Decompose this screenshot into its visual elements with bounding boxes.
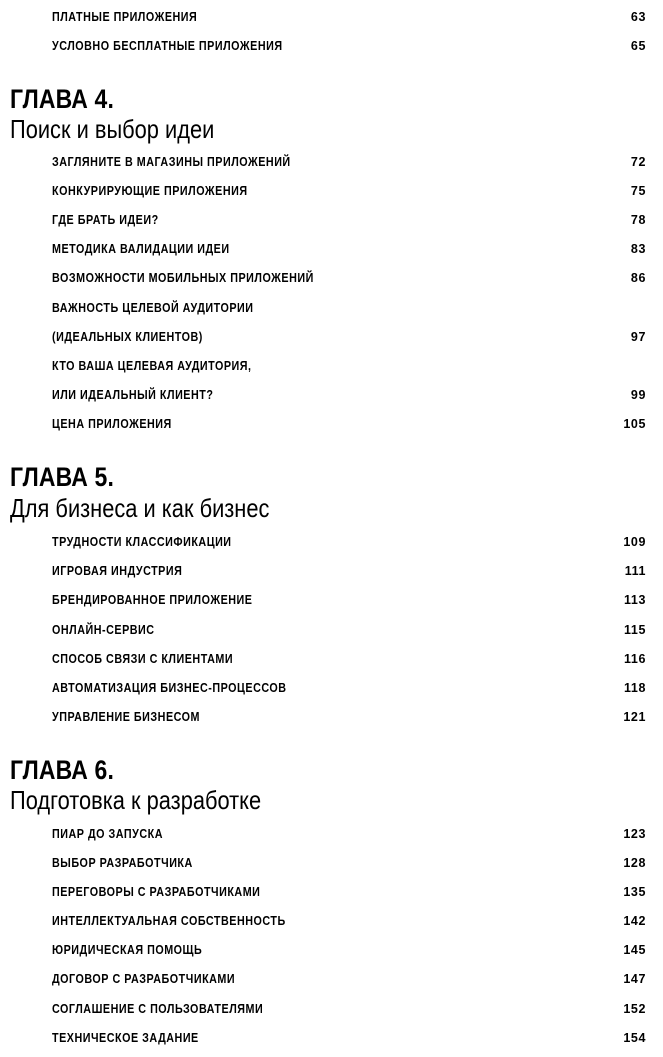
toc-entry-title: УСЛОВНО БЕСПЛАТНЫЕ ПРИЛОЖЕНИЯ	[52, 39, 283, 53]
toc-entry	[52, 268, 646, 288]
toc-entry-page: 72	[630, 155, 646, 169]
toc-entry-title: ЦЕНА ПРИЛОЖЕНИЯ	[52, 417, 172, 431]
toc-entry	[52, 649, 646, 669]
toc-entry	[52, 414, 646, 434]
toc-entry-title: ЗАГЛЯНИТЕ В МАГАЗИНЫ ПРИЛОЖЕНИЙ	[52, 155, 291, 169]
toc-entry-title: ИЛИ ИДЕАЛЬНЫЙ КЛИЕНТ?	[52, 388, 214, 402]
chapter-subtitle: Поиск и выбор идеи	[10, 114, 215, 144]
toc-entry	[52, 940, 646, 960]
toc-entry-page: 152	[623, 1002, 646, 1016]
toc-entry	[52, 853, 646, 873]
toc-entry-page: 83	[630, 242, 646, 256]
toc-entry-title: СПОСОБ СВЯЗИ С КЛИЕНТАМИ	[52, 652, 234, 666]
toc-entry-page: 142	[623, 914, 646, 928]
toc-entry-page: 75	[630, 184, 646, 198]
toc-entry	[52, 7, 646, 27]
toc-entry-page: 97	[630, 330, 646, 344]
toc-entry	[52, 210, 646, 230]
toc-entry	[52, 356, 646, 376]
toc-entry-page: 113	[624, 593, 646, 607]
toc-entry-page: 78	[630, 213, 646, 227]
chapter-heading: ГЛАВА 5.	[10, 462, 115, 492]
toc-entry-page: 63	[630, 10, 646, 24]
toc-entry-page: 118	[624, 681, 646, 695]
toc-entry	[52, 911, 646, 931]
chapter-subtitle: Подготовка к разработке	[10, 785, 262, 815]
toc-entry	[52, 327, 646, 347]
toc-entry	[52, 707, 646, 727]
toc-entry-page: 145	[623, 943, 646, 957]
toc-entry	[52, 882, 646, 902]
toc-entry	[52, 678, 646, 698]
toc-entry-page: 147	[623, 972, 646, 986]
toc-entry-title: ВАЖНОСТЬ ЦЕЛЕВОЙ АУДИТОРИИ	[52, 301, 254, 315]
toc-entry-page: 135	[623, 885, 646, 899]
toc-entry-title: ИГРОВАЯ ИНДУСТРИЯ	[52, 564, 183, 578]
chapter-subtitle: Для бизнеса и как бизнес	[10, 493, 270, 523]
toc-entry	[52, 999, 646, 1019]
toc-entry-title: БРЕНДИРОВАННОЕ ПРИЛОЖЕНИЕ	[52, 593, 253, 607]
toc-entry-page: 65	[630, 39, 646, 53]
toc-entry-title: ДОГОВОР С РАЗРАБОТЧИКАМИ	[52, 972, 236, 986]
toc-entry-title: (ИДЕАЛЬНЫХ КЛИЕНТОВ)	[52, 330, 203, 344]
toc-entry-title: ПЕРЕГОВОРЫ С РАЗРАБОТЧИКАМИ	[52, 885, 261, 899]
toc-entry	[52, 532, 646, 552]
toc-entry-title: ИНТЕЛЛЕКТУАЛЬНАЯ СОБСТВЕННОСТЬ	[52, 914, 286, 928]
toc-entry-title: ГДЕ БРАТЬ ИДЕИ?	[52, 213, 159, 227]
toc-entry	[52, 561, 646, 581]
toc-entry-title: КТО ВАША ЦЕЛЕВАЯ АУДИТОРИЯ,	[52, 359, 252, 373]
toc-entry	[52, 181, 646, 201]
toc-entry-title: ПИАР ДО ЗАПУСКА	[52, 827, 163, 841]
toc-entry-page: 111	[624, 564, 646, 578]
toc-entry-page: 105	[623, 417, 646, 431]
toc-entry	[52, 620, 646, 640]
toc-entry	[52, 1028, 646, 1048]
toc-entry-page: 109	[623, 535, 646, 549]
toc-entry	[52, 824, 646, 844]
toc-entry-title: АВТОМАТИЗАЦИЯ БИЗНЕС-ПРОЦЕССОВ	[52, 681, 287, 695]
toc-entry-page: 128	[623, 856, 646, 870]
toc-entry	[52, 36, 646, 56]
toc-entry	[52, 590, 646, 610]
toc-entry-page: 123	[623, 827, 646, 841]
toc-entry-title: КОНКУРИРУЮЩИЕ ПРИЛОЖЕНИЯ	[52, 184, 248, 198]
toc-entry-page: 116	[624, 652, 646, 666]
toc-entry-title: ВЫБОР РАЗРАБОТЧИКА	[52, 856, 193, 870]
toc-entry-title: ОНЛАЙН-СЕРВИС	[52, 623, 155, 637]
toc-entry-title: ТРУДНОСТИ КЛАССИФИКАЦИИ	[52, 535, 232, 549]
toc-entry-title: ВОЗМОЖНОСТИ МОБИЛЬНЫХ ПРИЛОЖЕНИЙ	[52, 271, 314, 285]
toc-entry-title: МЕТОДИКА ВАЛИДАЦИИ ИДЕИ	[52, 242, 230, 256]
toc-entry	[52, 152, 646, 172]
chapter-heading: ГЛАВА 4.	[10, 84, 115, 114]
toc-entry	[52, 239, 646, 259]
toc-entry-page: 121	[623, 710, 646, 724]
toc-entry-title: СОГЛАШЕНИЕ С ПОЛЬЗОВАТЕЛЯМИ	[52, 1002, 264, 1016]
toc-entry-page: 99	[630, 388, 646, 402]
toc-entry-title: ЮРИДИЧЕСКАЯ ПОМОЩЬ	[52, 943, 203, 957]
toc-entry	[52, 385, 646, 405]
toc-entry	[52, 298, 646, 318]
toc-entry-page: 86	[630, 271, 646, 285]
toc-entry-page: 115	[624, 623, 646, 637]
toc-entry	[52, 969, 646, 989]
chapter-heading: ГЛАВА 6.	[10, 755, 115, 785]
toc-entry-title: УПРАВЛЕНИЕ БИЗНЕСОМ	[52, 710, 201, 724]
toc-entry-title: ТЕХНИЧЕСКОЕ ЗАДАНИЕ	[52, 1031, 199, 1045]
toc-entry-page: 154	[623, 1031, 646, 1045]
toc-entry-title: ПЛАТНЫЕ ПРИЛОЖЕНИЯ	[52, 10, 198, 24]
